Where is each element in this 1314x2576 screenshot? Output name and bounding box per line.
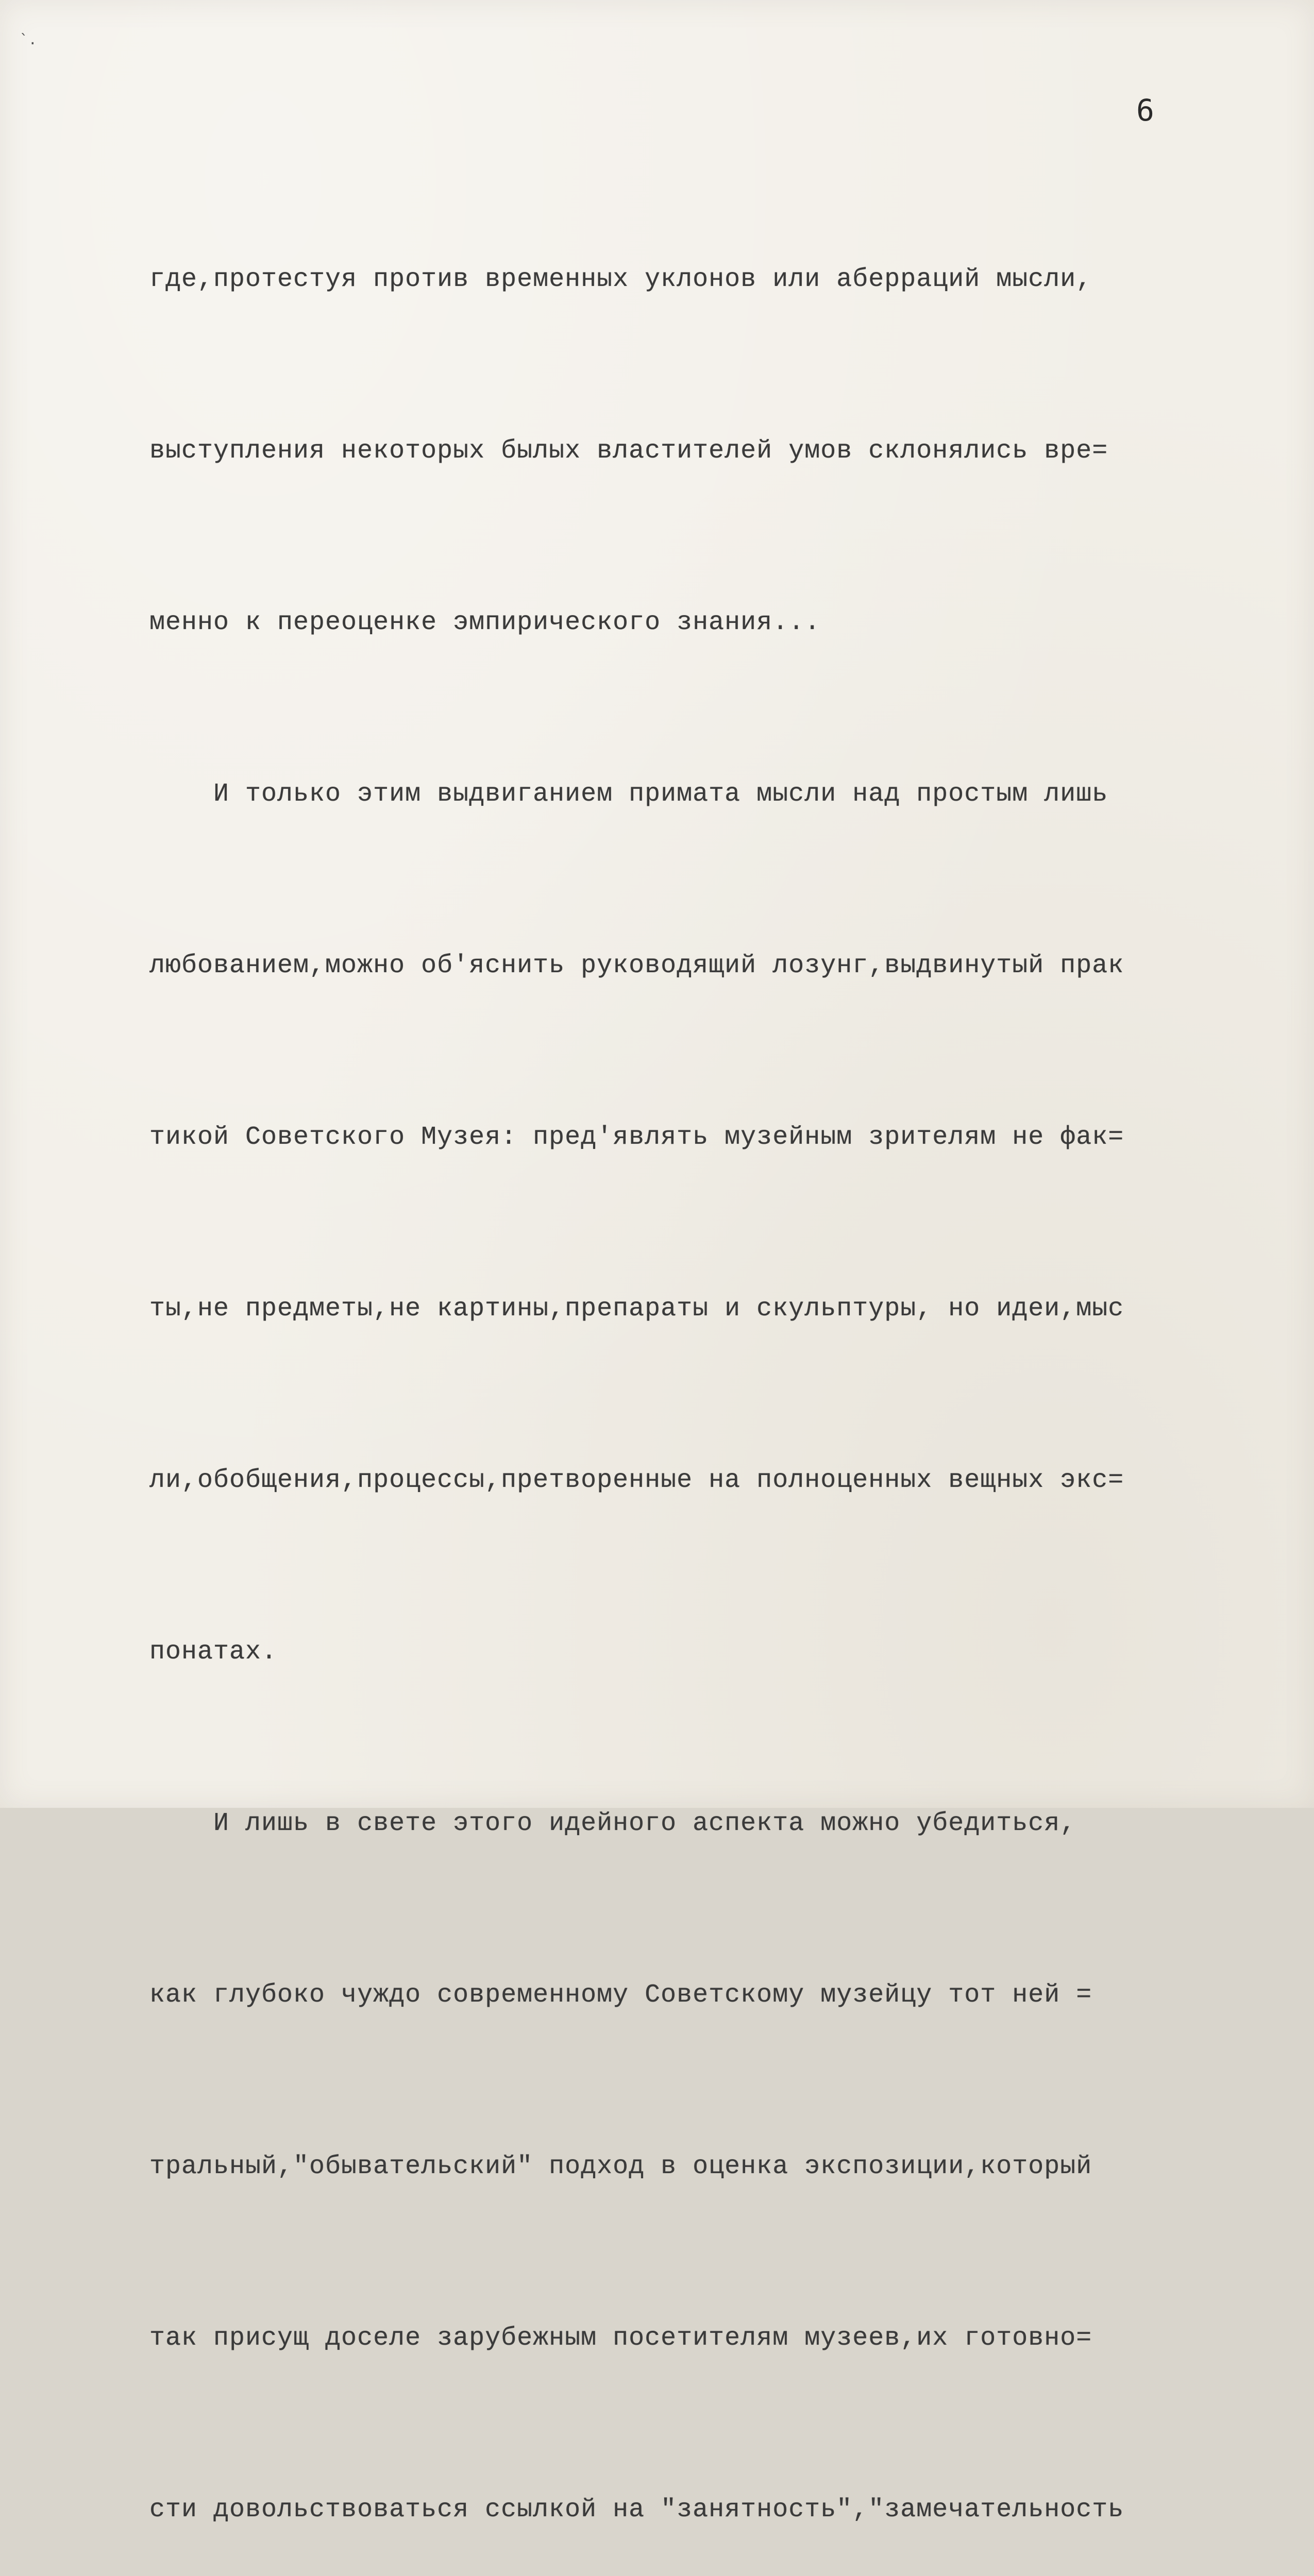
text-line: тральный,"обывательский" подход в оценка экспозиции,который <box>149 2152 1092 2181</box>
text-line: И лишь в свете этого идейного аспекта можно убедиться, <box>149 1809 1076 1838</box>
text-line: любованием,можно об'яснить руководящий лозунг,выдвинутый прак <box>149 951 1124 980</box>
text-line: тикой Советского Музея: пред'являть музейным зрителям не фак= <box>149 1123 1124 1152</box>
text-line: понатах. <box>149 1637 278 1667</box>
text-line: ли,обобщения,процессы,претворенные на полноценных вещных экс= <box>149 1466 1124 1495</box>
text-line: где,протестуя против временных уклонов или аберраций мысли, <box>149 265 1092 294</box>
text-line: так присущ доселе зарубежным посетителям музеев,их готовно= <box>149 2324 1092 2353</box>
text-line: сти довольствоваться ссылкой на "занятность","замечательность <box>149 2495 1124 2524</box>
page-number: 6 <box>1136 93 1154 128</box>
text-line: ты,не предметы,не картины,препараты и скульптуры, но идеи,мыс <box>149 1294 1124 1324</box>
text-line: как глубоко чуждо современному Советскому музейцу тот ней = <box>149 1980 1092 2010</box>
typescript-body <box>149 137 1237 2576</box>
text-line: менно к переоценке эмпирического знания... <box>149 608 821 637</box>
corner-mark: `. <box>20 31 37 48</box>
text-line: выступления некоторых былых властителей умов склонялись вре= <box>149 436 1108 466</box>
text-line: И только этим выдвиганием примата мысли над простым лишь <box>149 779 1108 809</box>
